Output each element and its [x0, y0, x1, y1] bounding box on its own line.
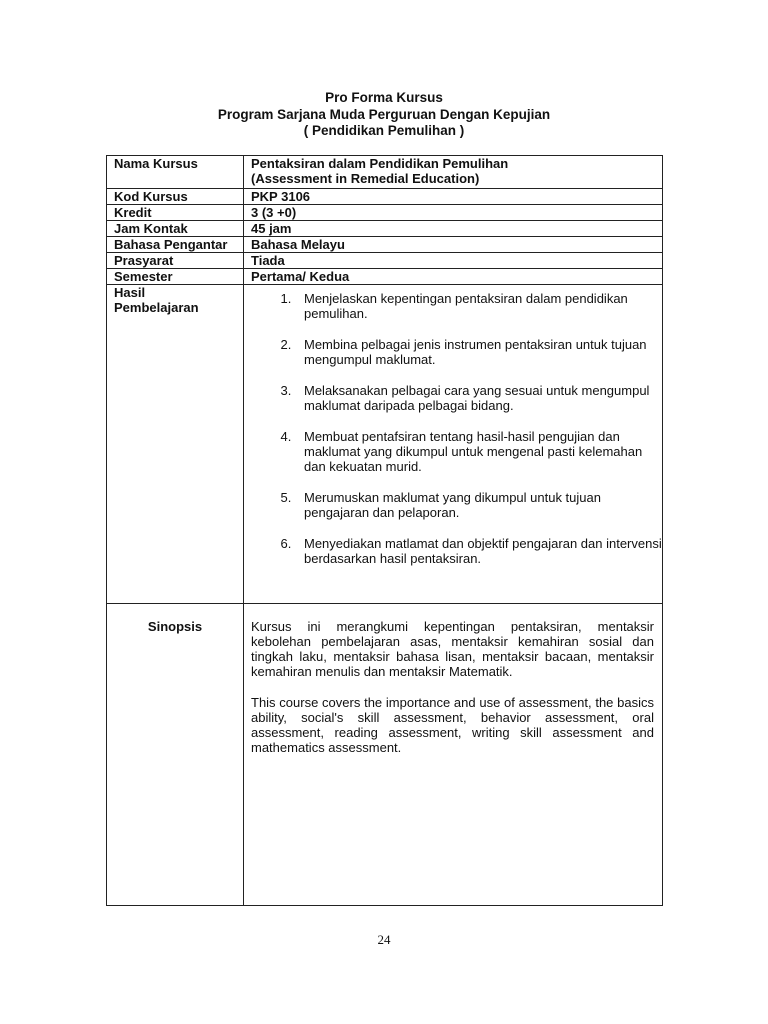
- course-code-value: PKP 3106: [244, 189, 663, 205]
- prerequisite-label: Prasyarat: [107, 253, 244, 269]
- learning-outcomes-label-line2: Pembelajaran: [114, 300, 199, 315]
- table-row: [107, 253, 663, 269]
- list-item: 6. Menyediakan matlamat dan objektif pengajaran dan intervensi berdasarkan hasil pentaksiran.: [295, 536, 662, 566]
- synopsis-paragraph-ms: Kursus ini merangkumi kepentingan pentaksiran, mentaksir kebolehan pembelajaran asas, mentaksir kemahiran sosial dan tingkah laku, mentaksir bahasa lisan, mentaksir bacaan, mentaksir kemahiran menulis dan mentaksir Matematik.: [251, 619, 654, 679]
- course-code-label: Kod Kursus: [107, 189, 244, 205]
- semester-label: Semester: [107, 269, 244, 285]
- credit-value: 3 (3 +0): [244, 205, 663, 221]
- course-name-en: (Assessment in Remedial Education): [251, 171, 480, 186]
- course-proforma-table: [106, 155, 663, 906]
- course-name-ms: Pentaksiran dalam Pendidikan Pemulihan: [251, 156, 509, 171]
- table-row: [107, 237, 663, 253]
- semester-value: Pertama/ Kedua: [244, 269, 663, 285]
- table-row: [107, 221, 663, 237]
- table-row: [107, 189, 663, 205]
- synopsis-value: [244, 604, 663, 906]
- list-item: 5. Merumuskan maklumat yang dikumpul untuk tujuan pengajaran dan pelaporan.: [295, 490, 662, 520]
- list-item: 4. Membuat pentafsiran tentang hasil-hasil pengujian dan maklumat yang dikumpul untuk mengenal pasti kelemahan dan kekuatan murid.: [295, 429, 662, 474]
- list-item: 2. Membina pelbagai jenis instrumen pentaksiran untuk tujuan mengumpul maklumat.: [295, 337, 662, 367]
- language-label: Bahasa Pengantar: [107, 237, 244, 253]
- course-name-label: Nama Kursus: [107, 156, 244, 189]
- table-row: [107, 269, 663, 285]
- program-specialization: ( Pendidikan Pemulihan ): [303, 123, 465, 138]
- learning-outcomes-label-line1: Hasil: [114, 285, 146, 300]
- table-row: [107, 604, 663, 906]
- document-header: [0, 90, 768, 140]
- course-name-value: [244, 156, 663, 189]
- credit-label: Kredit: [107, 205, 244, 221]
- learning-outcomes-list: [251, 291, 662, 566]
- page-number: 24: [377, 932, 391, 947]
- learning-outcomes-value: [244, 285, 663, 604]
- table-row: [107, 156, 663, 189]
- contact-hours-value: 45 jam: [244, 221, 663, 237]
- learning-outcomes-label: [107, 285, 244, 604]
- table-row: [107, 285, 663, 604]
- list-item: 1. Menjelaskan kepentingan pentaksiran dalam pendidikan pemulihan.: [295, 291, 662, 321]
- synopsis-label: Sinopsis: [107, 604, 244, 906]
- list-item: 3. Melaksanakan pelbagai cara yang sesuai untuk mengumpul maklumat daripada pelbagai bidang.: [295, 383, 662, 413]
- program-name: Program Sarjana Muda Perguruan Dengan Kepujian: [217, 106, 551, 122]
- synopsis-paragraph-en: This course covers the importance and use of assessment, the basics ability, social's skill assessment, behavior assessment, oral assessment, reading assessment, writing skill assessment and mathematics assessment.: [251, 695, 654, 755]
- document-title: Pro Forma Kursus: [325, 90, 443, 105]
- language-value: Bahasa Melayu: [244, 237, 663, 253]
- table-row: [107, 205, 663, 221]
- prerequisite-value: Tiada: [244, 253, 663, 269]
- contact-hours-label: Jam Kontak: [107, 221, 244, 237]
